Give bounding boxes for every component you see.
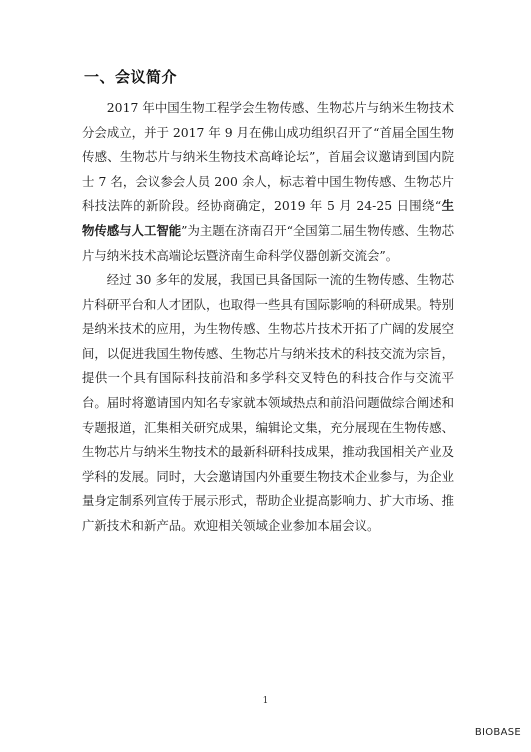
intro-paragraph-1 — [82, 96, 454, 268]
paragraph-1-text-before: 2017 年中国生物工程学会生物传感、生物芯片与纳米生物技术分会成立，并于 2017 年 9 月在佛山成功组织召开了“首届全国生物传感、生物芯片与纳米生物技术高峰论坛”，首届会议邀请到国内院士 7 名，会议参会人员 200 余人，标志着中国生物传感、生物芯片科技法阵的新阶段。经协商确定，2019 年 5 月 24-25 日围绕“ — [82, 100, 454, 214]
intro-paragraph-2: 经过 30 多年的发展，我国已具备国际一流的生物传感、生物芯片科研平台和人才团队，也取得一些具有国际影响的科研成果。特别是纳米技术的应用，为生物传感、生物芯片技术开拓了广阔的发展空间，以促进我国生物传感、生物芯片与纳米技术的科技交流为宗旨，提供一个具有国际科技前沿和多学科交叉特色的科技合作与交流平台。届时将邀请国内知名专家就本领域热点和前沿问题做综合阐述和专题报道，汇集相关研究成果，编辑论文集，充分展现在生物传感、生物芯片与纳米生物技术的最新科研科技成果，推动我国相关产业及学科的发展。同时，大会邀请国内外重要生物技术企业参与，为企业量身定制系列宣传于展示形式，帮助企业提高影响力、扩大市场、推广新技术和新产品。欢迎相关领域企业参加本届会议。 — [82, 272, 454, 533]
paragraph-1-theme-emphasis: 生物传感与人工智能 — [82, 198, 455, 238]
paragraph-1-text-after: ”为主题在济南召开“全国第二届生物传感、生物芯片与纳米技术高端论坛暨济南生命科学仪器创新交流会”。 — [82, 222, 454, 263]
section-heading: 一、会议简介 — [84, 68, 178, 86]
page-number: 1 — [262, 696, 269, 706]
brand-watermark: BIOBASE — [474, 727, 521, 738]
